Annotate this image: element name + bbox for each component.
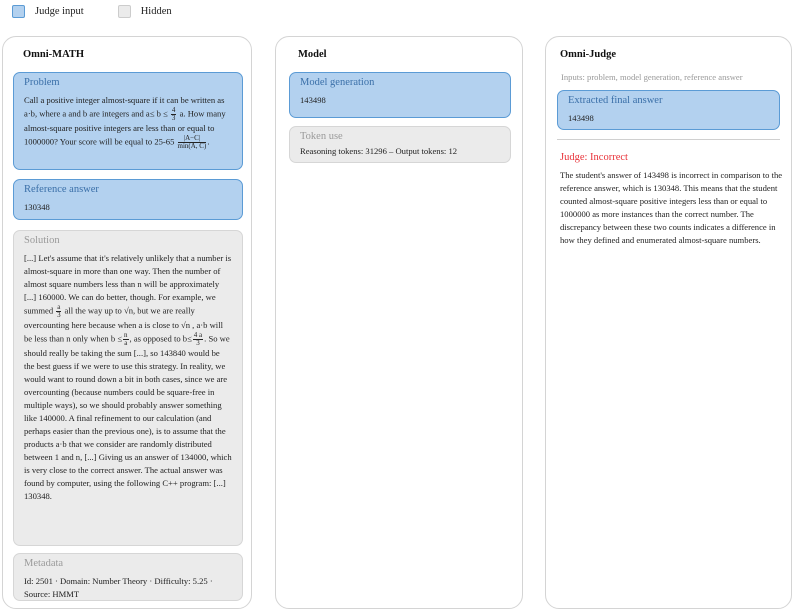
box-title: Extracted final answer bbox=[568, 95, 663, 106]
metadata-text: Id: 2501 · Domain: Number Theory · Difficulty: 5.25 · Source: HMMT bbox=[24, 576, 213, 599]
extracted-answer-box bbox=[557, 90, 780, 130]
model-panel bbox=[275, 36, 523, 609]
judge-input-swatch bbox=[12, 5, 25, 18]
metadata-box bbox=[13, 553, 243, 601]
judge-inputs: Inputs: problem, model generation, reference answer bbox=[561, 72, 743, 82]
panel-title: Omni-MATH bbox=[23, 49, 85, 60]
box-title: Problem bbox=[24, 77, 60, 88]
problem-text: Call a positive integer almost-square if it can be written as a·b, where a and b are integers and a≤ b ≤ $\frac{4}{3}$ a. How many almost-square positive integers are less than or equal to 1000000? Your score will be equal to 25-65 |A−C| min(A, C) . bbox=[24, 95, 226, 150]
box-title: Model generation bbox=[300, 77, 375, 88]
panel-title: Model bbox=[298, 49, 327, 60]
reference-answer-box bbox=[13, 179, 243, 220]
box-title: Reference answer bbox=[24, 184, 99, 195]
problem-box bbox=[13, 72, 243, 170]
panel-title: Omni-Judge bbox=[560, 49, 617, 60]
fraction: |A−C| min(A, C) bbox=[177, 134, 207, 150]
box-title: Metadata bbox=[24, 558, 64, 569]
solution-box bbox=[13, 230, 243, 546]
model-generation: 143498 bbox=[300, 95, 326, 105]
model-generation-box bbox=[289, 72, 511, 118]
reference-answer: 130348 bbox=[24, 202, 50, 212]
legend-judge-input: Judge input bbox=[35, 6, 84, 17]
box-title: Solution bbox=[24, 235, 60, 246]
legend bbox=[12, 5, 206, 18]
solution-text: [...] Let's assume that it's relatively unlikely that a number is almost-square in more than one way. Then the number of almost square numbers less than n will be approximately [...] 160000. We can do better, though. For example, we summed $\frac{a}{3}$ all the way up to √n, but we are really overcounting here because when a is close to √n , a·b will be less than n only when b ≤ $\frac{n}{a}$ , as opposed to b≤ $\frac{4 a}{3}$ . So we should really be taking the sum [...], so 143840 would be the best guess if we were to use this strategy. In reality, we would want to round down a bit in both cases, since we are overcounting (because numbers could be square-free in multiple ways), so we should probably answer something like 140000. A final refinement to our calculation (and perhaps easier than the previous one), is to assume that the products a·b that we consider are randomly distributed between 1 and n, [...] Giving us an answer of 134000, which is very close to the correct answer. The actual answer was found by computer, using the following C++ program: [...] 130348. bbox=[24, 253, 232, 501]
judge-explanation: The student's answer of 143498 is incorrect in comparison to the reference answer, which is 130348. This means that the student counted almost-square positive integers less than or equal to 1000000 as more instances than the correct number. The discrepancy between these two counts indicates a difference in how they defined and enumerated almost-square numbers. bbox=[560, 170, 783, 245]
divider bbox=[557, 139, 780, 140]
legend-hidden: Hidden bbox=[140, 6, 172, 17]
fraction: $\frac{4}{3}$ bbox=[171, 106, 176, 122]
hidden-swatch bbox=[118, 5, 131, 18]
judge-verdict: Judge: Incorrect bbox=[560, 152, 628, 163]
token-use: Reasoning tokens: 31296 – Output tokens: 12 bbox=[300, 146, 458, 156]
token-use-box bbox=[289, 126, 511, 163]
extracted-answer: 143498 bbox=[568, 113, 594, 123]
box-title: Token use bbox=[300, 131, 343, 142]
omni-math-panel bbox=[2, 36, 252, 609]
omni-judge-panel bbox=[545, 36, 792, 609]
